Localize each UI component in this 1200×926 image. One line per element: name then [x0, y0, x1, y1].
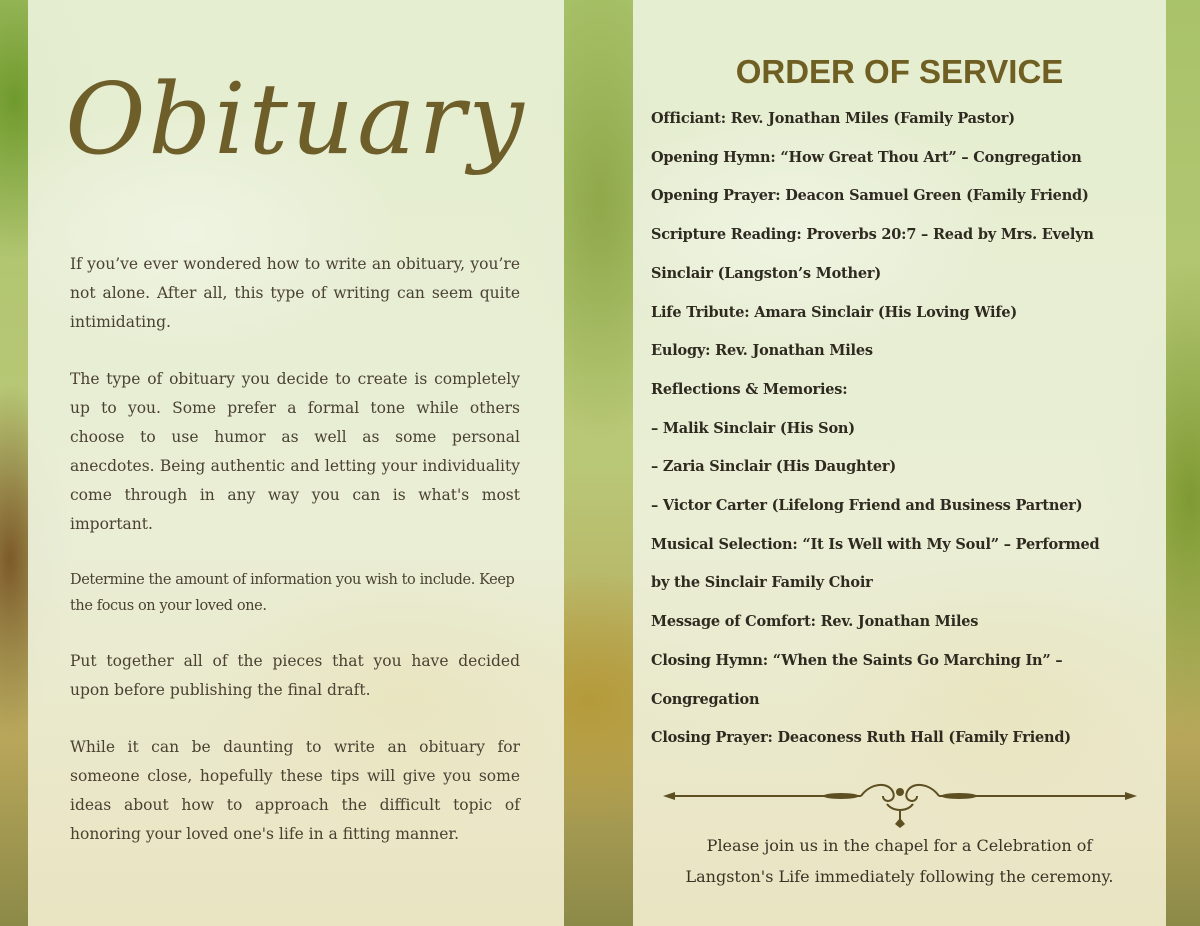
service-line: Life Tribute: Amara Sinclair (His Loving Wife) — [651, 303, 1018, 321]
order-of-service-title: ORDER OF SERVICE — [735, 53, 1064, 90]
service-program-list — [651, 100, 1161, 758]
service-line: – Zaria Sinclair (His Daughter) — [651, 458, 897, 476]
service-line: Closing Prayer: Deaconess Ruth Hall (Family Friend) — [651, 729, 1071, 747]
closing-message — [653, 830, 1146, 892]
obituary-title: Obituary — [65, 63, 527, 177]
obituary-paragraph: If you’ve ever wondered how to write an obituary, you’re not alone. After all, this type of writing can seem quite intimidating. — [70, 255, 520, 331]
service-line: Message of Comfort: Rev. Jonathan Miles — [651, 613, 979, 631]
order-of-service-panel — [633, 0, 1166, 926]
obituary-paragraph: While it can be daunting to write an obituary for someone close, hopefully these tips will give you some ideas about how to approach the difficult topic of honoring your loved one's life in a fitting manner. — [70, 738, 520, 843]
service-line: Congregation — [651, 690, 760, 708]
obituary-paragraph: Determine the amount of information you wish to include. Keep the focus on your loved one. — [70, 572, 515, 614]
obituary-paragraph: Put together all of the pieces that you have decided upon before publishing the final draft. — [70, 652, 520, 699]
service-line: by the Sinclair Family Choir — [651, 574, 873, 592]
service-line: – Malik Sinclair (His Son) — [651, 419, 855, 437]
obituary-paragraph: The type of obituary you decide to create is completely up to you. Some prefer a formal tone while others choose to use humor as well as some personal anecdotes. Being authentic and letting your individuality come through in any way you can is what's most important. — [70, 370, 520, 533]
flourish-divider-icon — [661, 774, 1139, 830]
service-line: – Victor Carter (Lifelong Friend and Business Partner) — [651, 497, 1083, 515]
service-line: Opening Prayer: Deacon Samuel Green (Family Friend) — [651, 187, 1089, 205]
service-line: Musical Selection: “It Is Well with My Soul” – Performed — [651, 535, 1100, 553]
service-line: Officiant: Rev. Jonathan Miles (Family Pastor) — [651, 110, 1015, 127]
obituary-body — [70, 250, 520, 877]
obituary-panel — [28, 0, 564, 926]
service-line: Scripture Reading: Proverbs 20:7 – Read by Mrs. Evelyn — [651, 226, 1094, 244]
service-line: Eulogy: Rev. Jonathan Miles — [651, 342, 873, 360]
service-line: Opening Hymn: “How Great Thou Art” – Congregation — [651, 148, 1082, 166]
closing-line: Please join us in the chapel for a Celebration of — [706, 836, 1093, 855]
closing-line: Langston's Life immediately following the ceremony. — [685, 867, 1114, 886]
service-line: Sinclair (Langston’s Mother) — [651, 264, 882, 282]
service-line: Reflections & Memories: — [651, 380, 848, 398]
service-line: Closing Hymn: “When the Saints Go Marching In” – — [651, 651, 1063, 669]
